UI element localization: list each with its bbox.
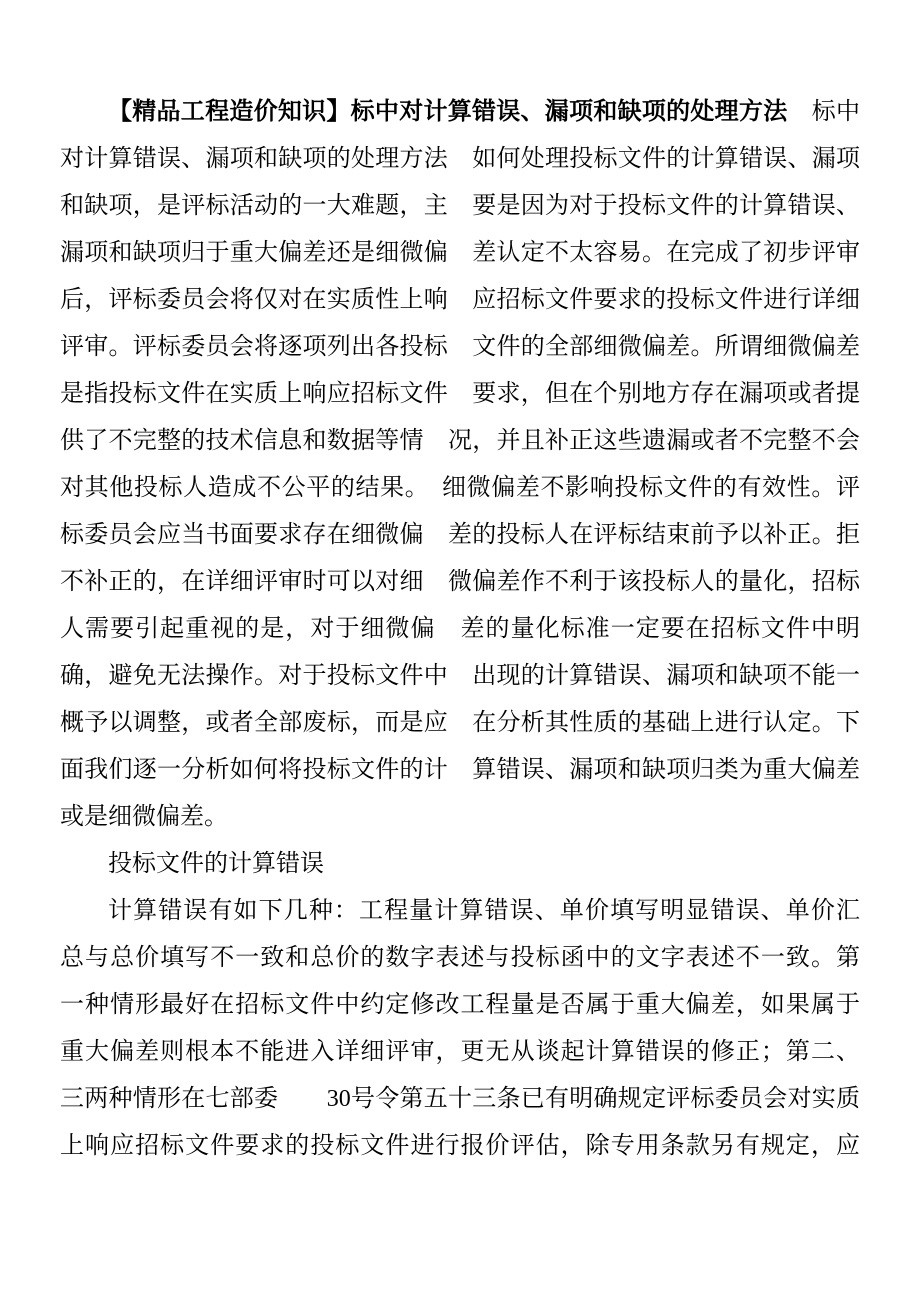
text-line [60, 700, 860, 747]
body-text: 计算错误有如下几种：工程量计算错误、单价填写明显错误、单价汇 [108, 898, 860, 924]
text-line [60, 512, 860, 559]
body-text: 三两种情形在七部委 30号令第五十三条已有明确规定评标委员会对实质 [60, 1086, 860, 1112]
text-line [60, 418, 860, 465]
text-line [60, 371, 860, 418]
text-line [60, 982, 860, 1029]
text-line [60, 1123, 860, 1170]
body-text: 确，避免无法操作。对于投标文件中 出现的计算错误、漏项和缺项不能一 [60, 663, 860, 689]
document-body [60, 89, 860, 1170]
text-line [60, 559, 860, 606]
text-line [60, 935, 860, 982]
text-line [60, 324, 860, 371]
text-line [60, 89, 860, 136]
body-text: 或是细微偏差。 [60, 804, 228, 830]
body-text: 漏项和缺项归于重大偏差还是细微偏 差认定不太容易。在完成了初步评审 [60, 240, 860, 266]
text-line [60, 183, 860, 230]
document-title-text: 【精品工程造价知识】标中对计算错误、漏项和缺项的处理方法 [108, 99, 788, 125]
body-text: 上响应招标文件要求的投标文件进行报价评估，除专用条款另有规定，应 [60, 1133, 860, 1159]
body-text: 标委员会应当书面要求存在细微偏 差的投标人在评标结束前予以补正。拒 [60, 522, 860, 548]
text-line [60, 1076, 860, 1123]
text-line [60, 606, 860, 653]
body-text: 面我们逐一分析如何将投标文件的计 算错误、漏项和缺项归类为重大偏差 [60, 757, 860, 783]
text-line [60, 888, 860, 935]
body-text: 是指投标文件在实质上响应招标文件 要求，但在个别地方存在漏项或者提 [60, 381, 860, 407]
body-text: 标中 [787, 99, 860, 125]
body-text: 不补正的，在详细评审时可以对细 微偏差作不利于该投标人的量化，招标 [60, 569, 860, 595]
body-text: 对计算错误、漏项和缺项的处理方法 如何处理投标文件的计算错误、漏项 [60, 146, 860, 172]
text-line [60, 1029, 860, 1076]
body-text: 评审。评标委员会将逐项列出各投标 文件的全部细微偏差。所谓细微偏差 [60, 334, 860, 360]
body-text: 一种情形最好在招标文件中约定修改工程量是否属于重大偏差，如果属于 [60, 992, 860, 1018]
body-text: 对其他投标人造成不公平的结果。 细微偏差不影响投标文件的有效性。评 [60, 475, 860, 501]
body-text: 和缺项，是评标活动的一大难题，主 要是因为对于投标文件的计算错误、 [60, 193, 860, 219]
text-line [60, 794, 860, 841]
body-text: 后，评标委员会将仅对在实质性上响 应招标文件要求的投标文件进行详细 [60, 287, 860, 313]
text-line [60, 136, 860, 183]
text-line [60, 465, 860, 512]
body-text: 投标文件的计算错误 [108, 851, 324, 877]
text-line [60, 747, 860, 794]
body-text: 概予以调整，或者全部废标，而是应 在分析其性质的基础上进行认定。下 [60, 710, 860, 736]
body-text: 人需要引起重视的是，对于细微偏 差的量化标准一定要在招标文件中明 [60, 616, 860, 642]
body-text: 供了不完整的技术信息和数据等情 况，并且补正这些遗漏或者不完整不会 [60, 428, 860, 454]
text-line [60, 230, 860, 277]
body-text: 重大偏差则根本不能进入详细评审，更无从谈起计算错误的修正；第二、 [60, 1039, 860, 1065]
text-line [60, 841, 860, 888]
text-line [60, 653, 860, 700]
body-text: 总与总价填写不一致和总价的数字表述与投标函中的文字表述不一致。第 [60, 945, 860, 971]
text-line [60, 277, 860, 324]
